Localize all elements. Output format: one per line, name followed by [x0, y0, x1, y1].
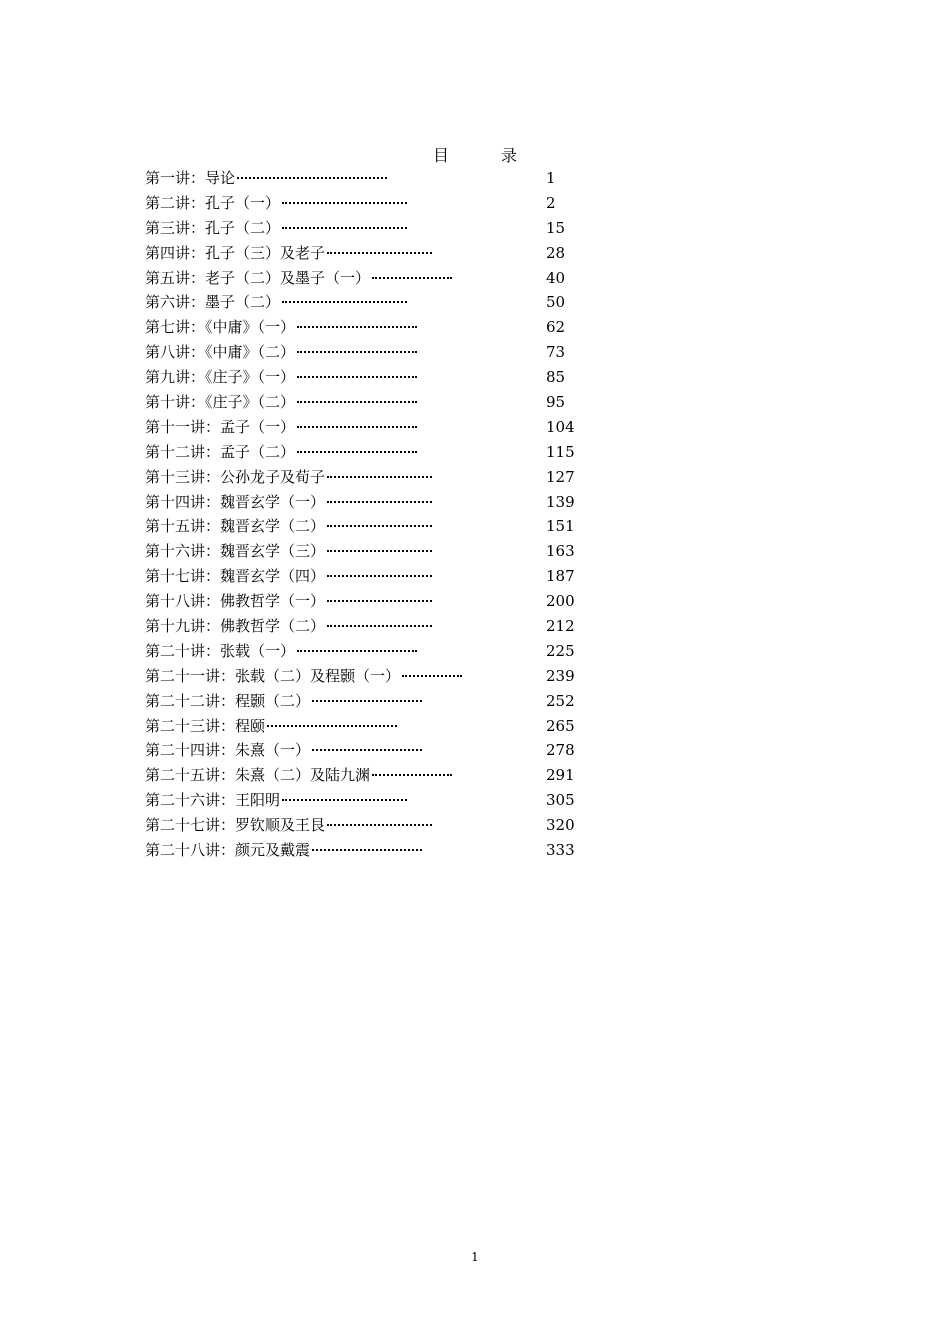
toc-entry-text: 第一讲：导论 [145, 169, 236, 187]
toc-entry-text: 第五讲：老子（二）及墨子（一） [145, 268, 371, 287]
title-char-2: 录 [501, 146, 518, 165]
toc-entry[interactable] [145, 340, 585, 365]
toc-entry-label-wrap [145, 689, 422, 714]
toc-entry[interactable] [145, 838, 585, 863]
toc-entry-label-wrap [145, 266, 452, 291]
toc-entry-page: 62 [546, 318, 566, 337]
toc-entry-page: 252 [546, 691, 575, 710]
toc-entry-text: 第十二讲：孟子（二） [145, 442, 296, 461]
toc-entry-text: 第二十二讲：程颢（二） [145, 691, 311, 710]
toc-entry[interactable] [145, 639, 585, 664]
toc-entry-page: 28 [546, 243, 566, 262]
toc-entry-text: 第二十五讲：朱熹（二）及陆九渊 [145, 766, 371, 785]
toc-entry[interactable] [145, 241, 585, 266]
toc-entry[interactable] [145, 539, 585, 564]
toc-entry-text: 第四讲：孔子（三）及老子 [145, 243, 326, 262]
toc-entry-text: 第八讲：《中庸》（二） [145, 343, 296, 362]
toc-entry-page: 239 [546, 666, 575, 685]
toc-entry-text: 第六讲：墨子（二） [145, 293, 281, 312]
toc-entry-label-wrap [145, 390, 417, 415]
toc-entry-page: 291 [546, 766, 575, 785]
toc-entry-page: 73 [546, 343, 566, 362]
dot-leader [297, 650, 417, 652]
table-of-contents [145, 166, 585, 863]
dot-leader [312, 849, 422, 851]
toc-entry-text: 第二十六讲：王阳明 [145, 791, 281, 810]
dot-leader [282, 301, 407, 303]
toc-entry-label-wrap [145, 340, 417, 365]
toc-entry-label-wrap [145, 738, 422, 763]
toc-entry[interactable] [145, 390, 585, 415]
toc-entry[interactable] [145, 191, 585, 216]
toc-entry-label-wrap [145, 614, 432, 639]
toc-entry[interactable] [145, 788, 585, 813]
toc-entry-text: 第二十八讲：颜元及戴震 [145, 841, 311, 860]
toc-entry-page: 127 [546, 467, 575, 486]
dot-leader [327, 252, 432, 254]
dot-leader [237, 177, 387, 179]
toc-entry[interactable] [145, 490, 585, 515]
toc-entry-page: 104 [546, 417, 575, 436]
title-char-1: 目 [432, 146, 449, 165]
toc-entry-label-wrap [145, 838, 422, 863]
toc-entry[interactable] [145, 564, 585, 589]
toc-entry-text: 第十八讲：佛教哲学（一） [145, 592, 326, 611]
toc-entry-page: 95 [546, 393, 566, 412]
dot-leader [297, 326, 417, 328]
dot-leader [327, 824, 432, 826]
toc-entry-page: 139 [546, 492, 575, 511]
dot-leader [372, 774, 452, 776]
toc-entry-label-wrap [145, 813, 432, 838]
toc-entry-text: 第十五讲：魏晋玄学（二） [145, 517, 326, 536]
toc-entry[interactable] [145, 365, 585, 390]
toc-entry-label-wrap [145, 514, 432, 539]
toc-entry-text: 第十七讲：魏晋玄学（四） [145, 567, 326, 586]
toc-entry-text: 第七讲：《中庸》（一） [145, 318, 296, 337]
dot-leader [327, 525, 432, 527]
dot-leader [372, 277, 452, 279]
toc-entry-text: 第二十讲：张载（一） [145, 641, 296, 660]
dot-leader [282, 227, 407, 229]
toc-entry[interactable] [145, 514, 585, 539]
toc-entry-page: 305 [546, 791, 575, 810]
toc-entry-page: 265 [546, 716, 575, 735]
toc-entry-label-wrap [145, 763, 452, 788]
dot-leader [282, 202, 407, 204]
toc-entry[interactable] [145, 813, 585, 838]
toc-entry-text: 第十一讲：孟子（一） [145, 417, 296, 436]
toc-entry-label-wrap [145, 714, 397, 739]
dot-leader [327, 625, 432, 627]
dot-leader [327, 600, 432, 602]
toc-entry-page: 200 [546, 592, 575, 611]
toc-entry[interactable] [145, 290, 585, 315]
toc-entry-label-wrap [145, 290, 407, 315]
toc-entry-page: 2 [546, 193, 556, 212]
toc-entry-label-wrap [145, 564, 432, 589]
toc-entry[interactable] [145, 689, 585, 714]
dot-leader [267, 725, 397, 727]
dot-leader [297, 451, 417, 453]
toc-entry[interactable] [145, 614, 585, 639]
toc-entry-page: 40 [546, 268, 566, 287]
toc-entry-page: 85 [546, 368, 566, 387]
toc-entry-page: 187 [546, 567, 575, 586]
toc-entry-text: 第二十四讲：朱熹（一） [145, 741, 311, 760]
toc-entry-label-wrap [145, 589, 432, 614]
toc-entry-text: 第二十一讲：张载（二）及程颢（一） [145, 666, 401, 685]
toc-entry[interactable] [145, 315, 585, 340]
dot-leader [327, 501, 432, 503]
toc-entry[interactable] [145, 664, 585, 689]
dot-leader [327, 476, 432, 478]
toc-entry[interactable] [145, 714, 585, 739]
dot-leader [297, 351, 417, 353]
toc-entry-text: 第九讲：《庄子》（一） [145, 368, 296, 387]
dot-leader [312, 700, 422, 702]
toc-entry-label-wrap [145, 191, 407, 216]
dot-leader [282, 799, 407, 801]
toc-entry-page: 320 [546, 816, 575, 835]
toc-entry-label-wrap [145, 166, 387, 191]
toc-entry-page: 212 [546, 617, 575, 636]
toc-entry-text: 第十九讲：佛教哲学（二） [145, 617, 326, 636]
dot-leader [327, 550, 432, 552]
toc-entry-text: 第二讲：孔子（一） [145, 193, 281, 212]
toc-entry-text: 第十四讲：魏晋玄学（一） [145, 492, 326, 511]
dot-leader [312, 749, 422, 751]
toc-entry[interactable] [145, 589, 585, 614]
toc-entry-text: 第十六讲：魏晋玄学（三） [145, 542, 326, 561]
toc-entry-label-wrap [145, 490, 432, 515]
toc-entry-page: 50 [546, 293, 566, 312]
toc-entry-label-wrap [145, 664, 462, 689]
toc-entry-label-wrap [145, 465, 432, 490]
toc-entry[interactable] [145, 415, 585, 440]
toc-entry-text: 第十三讲：公孙龙子及荀子 [145, 467, 326, 486]
toc-entry-label-wrap [145, 415, 417, 440]
toc-entry[interactable] [145, 166, 585, 191]
toc-entry-label-wrap [145, 216, 407, 241]
toc-entry-text: 第二十七讲：罗钦顺及王艮 [145, 816, 326, 835]
toc-entry-label-wrap [145, 788, 407, 813]
toc-entry-label-wrap [145, 241, 432, 266]
toc-entry-label-wrap [145, 440, 417, 465]
toc-entry-page: 333 [546, 841, 575, 860]
dot-leader [402, 675, 462, 677]
toc-entry-label-wrap [145, 639, 417, 664]
toc-entry-page: 278 [546, 741, 575, 760]
toc-entry-text: 第三讲：孔子（二） [145, 218, 281, 237]
toc-entry-label-wrap [145, 315, 417, 340]
toc-entry[interactable] [145, 465, 585, 490]
page-title [0, 143, 950, 166]
toc-entry-page: 225 [546, 641, 575, 660]
toc-entry[interactable] [145, 738, 585, 763]
toc-entry[interactable] [145, 266, 585, 291]
page-number-footer: 1 [471, 1250, 479, 1264]
toc-entry[interactable] [145, 763, 585, 788]
toc-entry-label-wrap [145, 539, 432, 564]
dot-leader [297, 401, 417, 403]
toc-entry-page: 115 [546, 442, 575, 461]
toc-entry[interactable] [145, 440, 585, 465]
toc-entry-page: 15 [546, 218, 566, 237]
dot-leader [297, 426, 417, 428]
toc-entry[interactable] [145, 216, 585, 241]
toc-entry-page: 151 [546, 517, 575, 536]
dot-leader [297, 376, 417, 378]
toc-entry-page: 163 [546, 542, 575, 561]
toc-entry-text: 第十讲：《庄子》（二） [145, 393, 296, 412]
dot-leader [327, 575, 432, 577]
toc-entry-page: 1 [546, 169, 556, 187]
toc-entry-text: 第二十三讲：程颐 [145, 716, 266, 735]
toc-entry-label-wrap [145, 365, 417, 390]
